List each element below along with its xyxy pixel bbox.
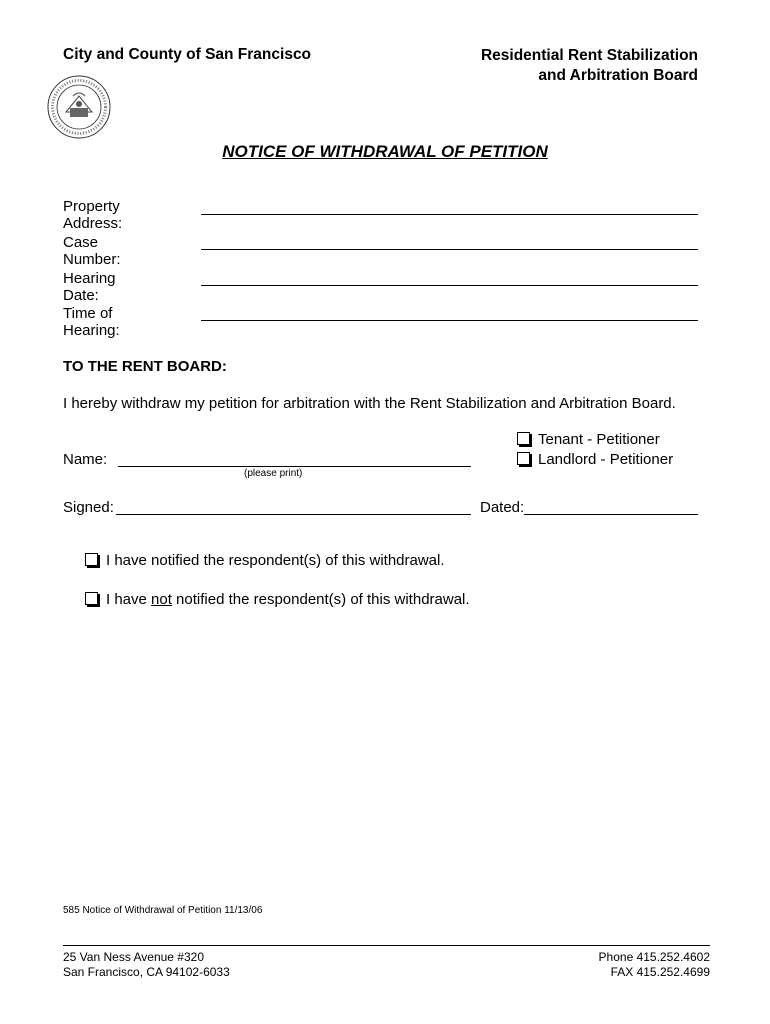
time-of-hearing-label: Time of Hearing: [63, 305, 120, 339]
notified-label: I have notified the respondent(s) of this withdrawal. [106, 552, 445, 569]
time-of-hearing-field[interactable] [201, 320, 698, 321]
signature-field[interactable] [116, 514, 471, 515]
case-number-field[interactable] [201, 249, 698, 250]
tenant-petitioner-checkbox[interactable] [517, 432, 530, 445]
not-notified-label-emphasis: not [151, 591, 172, 608]
tenant-petitioner-option[interactable] [517, 431, 660, 448]
hearing-date-label: Hearing Date: [63, 270, 116, 304]
footer-address [63, 950, 230, 980]
footer-divider [63, 945, 710, 946]
case-number-label: Case Number: [63, 234, 121, 268]
to-rent-board-heading: TO THE RENT BOARD: [63, 358, 227, 375]
property-address-field[interactable] [201, 214, 698, 215]
notified-checkbox[interactable] [85, 553, 98, 566]
name-field[interactable] [118, 466, 471, 467]
form-title: NOTICE OF WITHDRAWAL OF PETITION [222, 142, 548, 161]
landlord-petitioner-label: Landlord - Petitioner [538, 451, 674, 468]
footer-address-line2: San Francisco, CA 94102-6033 [63, 965, 230, 979]
signed-label: Signed: [63, 499, 114, 516]
landlord-petitioner-checkbox[interactable] [517, 452, 530, 465]
notified-option[interactable] [85, 552, 445, 569]
footer-phone: Phone 415.252.4602 [598, 950, 710, 964]
property-address-label: Property Address: [63, 198, 123, 232]
org-name-right-line2: and Arbitration Board [538, 67, 698, 84]
dated-label: Dated: [480, 499, 525, 516]
not-notified-checkbox[interactable] [85, 592, 98, 605]
not-notified-label-pre: I have [106, 591, 152, 608]
please-print-hint: (please print) [244, 468, 303, 479]
footer-address-line1: 25 Van Ness Avenue #320 [63, 950, 204, 964]
dated-field[interactable] [524, 514, 698, 515]
hearing-date-field[interactable] [201, 285, 698, 286]
org-name-right-line1: Residential Rent Stabilization [480, 47, 698, 64]
landlord-petitioner-option[interactable] [517, 451, 673, 468]
name-label: Name: [63, 451, 108, 468]
city-seal-icon [46, 74, 112, 140]
form-code: 585 Notice of Withdrawal of Petition 11/13/06 [63, 905, 263, 916]
org-name-right [481, 46, 698, 86]
withdrawal-statement: I hereby withdraw my petition for arbitration with the Rent Stabilization and Arbitration Board. [63, 395, 676, 412]
not-notified-label-post: notified the respondent(s) of this withdrawal. [171, 591, 470, 608]
footer-fax: FAX 415.252.4699 [610, 965, 710, 979]
tenant-petitioner-label: Tenant - Petitioner [538, 431, 660, 448]
org-name-left: City and County of San Francisco [63, 46, 312, 63]
not-notified-option[interactable] [85, 591, 470, 608]
footer-contact [599, 950, 710, 980]
